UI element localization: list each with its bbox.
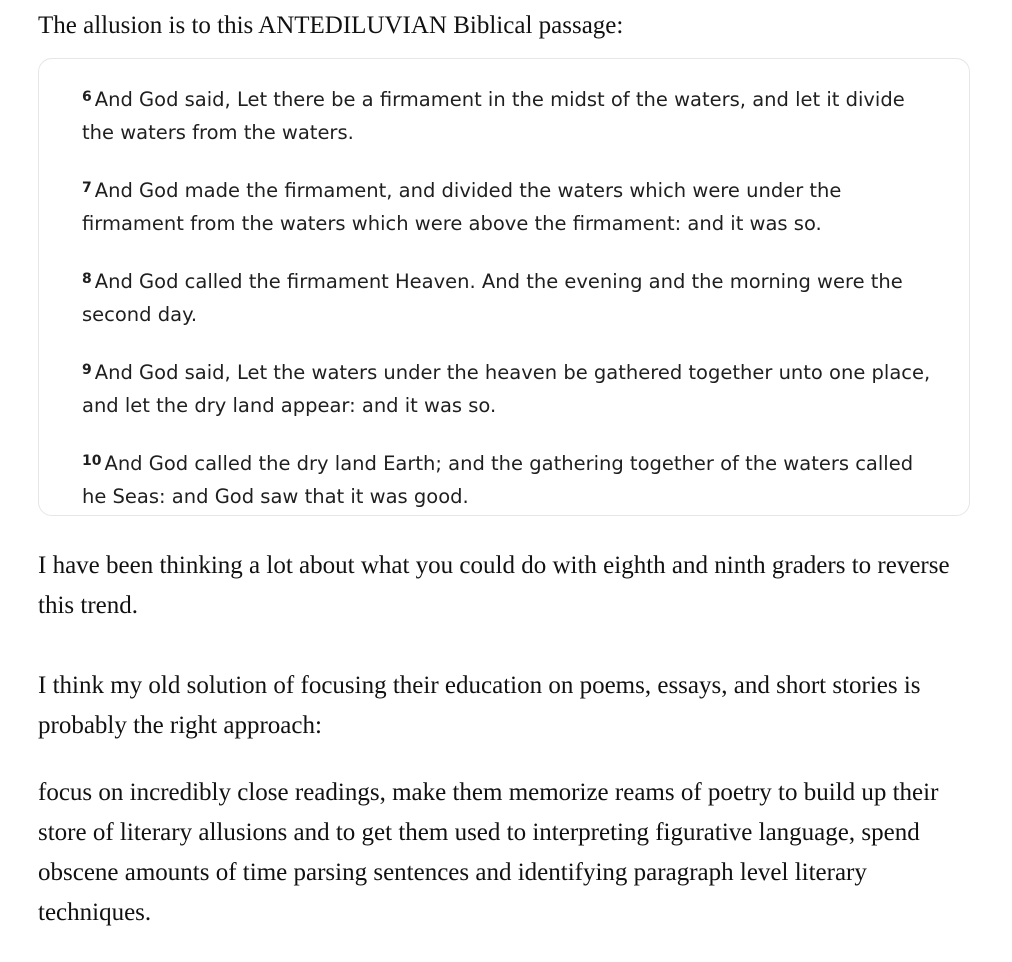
intro-text: The allusion is to this ANTEDILUVIAN Biblical passage: xyxy=(38,12,624,39)
verse-9 xyxy=(82,354,942,422)
verse-number: 9 xyxy=(82,362,92,378)
verse-text: And God said, Let the waters under the heaven be gathered together unto one place, and let the dry land appear: and it was so. xyxy=(82,361,931,417)
body-paragraph-2: I think my old solution of focusing their education on poems, essays, and short stories is probably the right approach: xyxy=(38,672,921,739)
verse-text: And God made the firmament, and divided the waters which were under the firmament from the waters which were above the firmament: and it was so. xyxy=(82,179,842,235)
verse-7 xyxy=(82,172,942,240)
verse-number: 8 xyxy=(82,271,92,287)
verse-10 xyxy=(82,445,942,513)
verse-8 xyxy=(82,263,942,331)
verse-number: 10 xyxy=(82,453,102,469)
body-paragraph-1: I have been thinking a lot about what you could do with eighth and ninth graders to reverse this trend. xyxy=(38,552,950,619)
verse-number: 7 xyxy=(82,180,92,196)
scripture-quote-block xyxy=(38,58,970,516)
verse-text: And God called the firmament Heaven. And the evening and the morning were the second day. xyxy=(82,270,903,326)
verse-text: And God called the dry land Earth; and the gathering together of the waters called he Seas: and God saw that it was good. xyxy=(82,452,914,508)
body-paragraph-3: focus on incredibly close readings, make them memorize reams of poetry to build up their store of literary allusions and to get them used to interpreting figurative language, spend obscene amounts of time parsing sentences and identifying paragraph level literary techniques. xyxy=(38,779,939,926)
verse-6 xyxy=(82,81,942,149)
verse-text: And God said, Let there be a firmament in the midst of the waters, and let it divide the waters from the waters. xyxy=(82,88,905,144)
verse-number: 6 xyxy=(82,89,92,105)
